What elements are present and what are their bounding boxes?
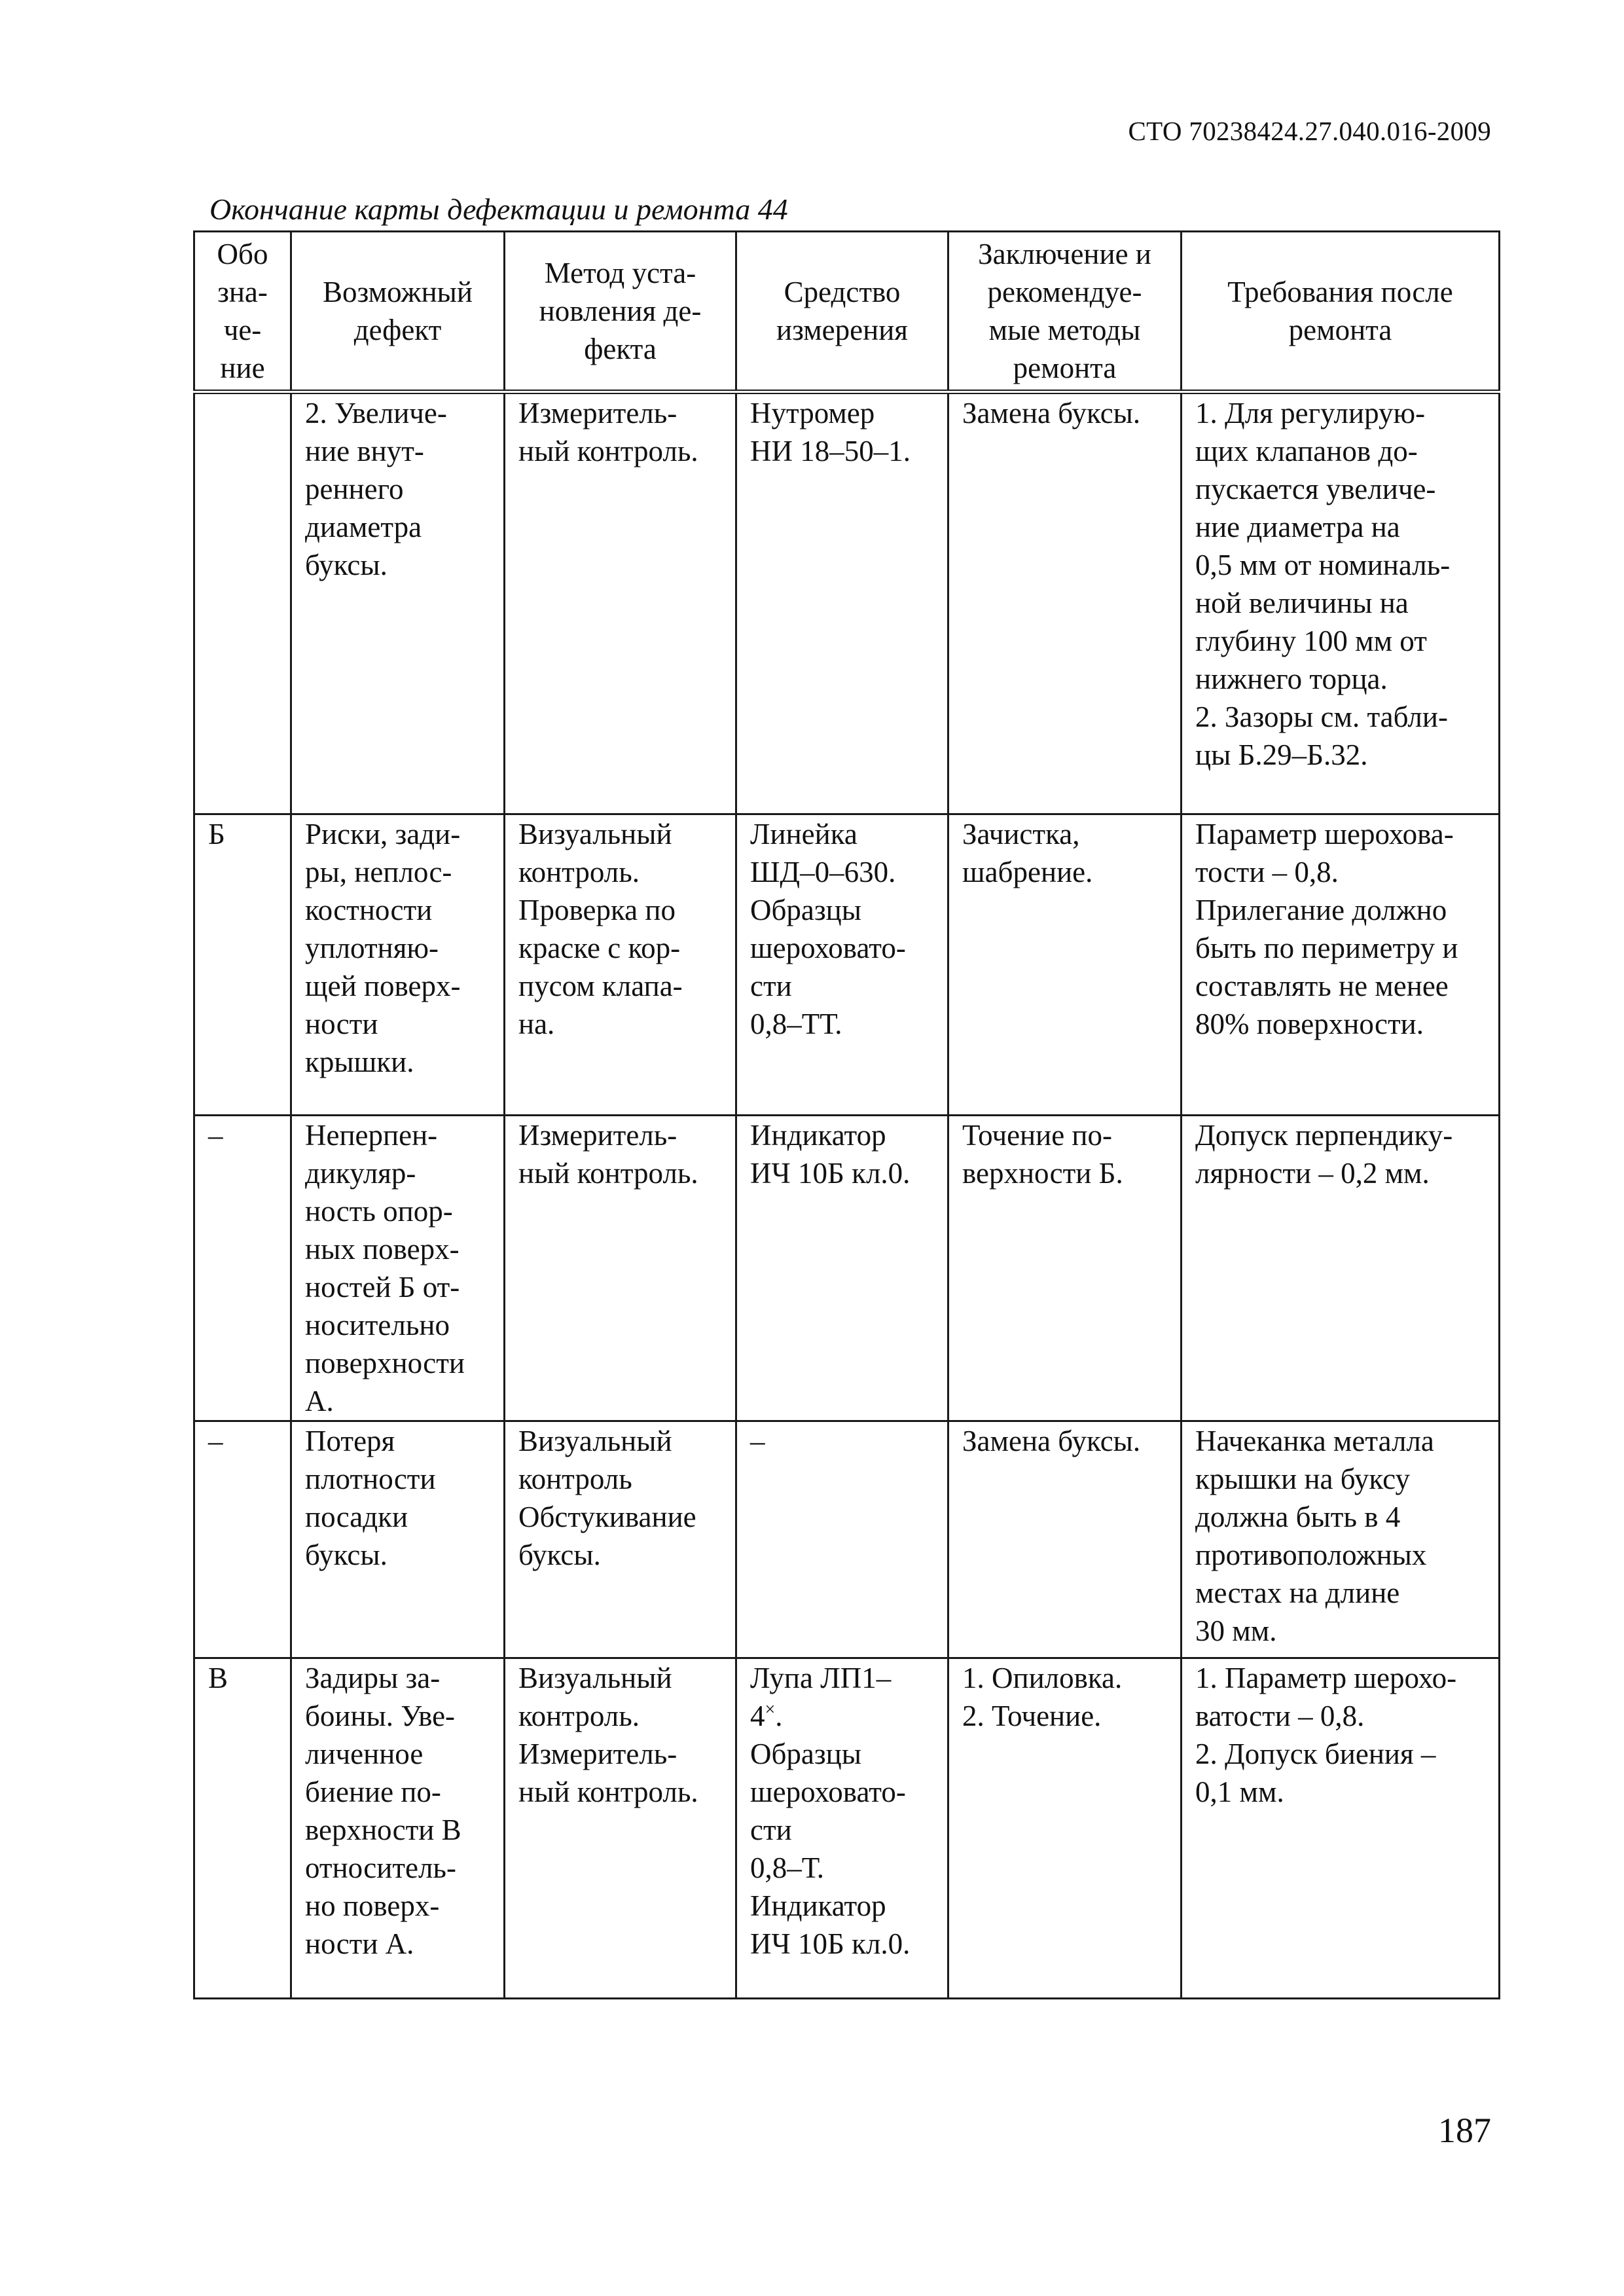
- cell-tool: Линейка ШД–0–630. Образцы шероховато- сти 0,8–ТТ.: [736, 814, 948, 1116]
- cell-repair: Замена буксы.: [948, 392, 1182, 814]
- col-header-designation: Обо зна- че- ние: [194, 232, 291, 392]
- cell-tool: –: [736, 1421, 948, 1658]
- tool-text-part1: Лупа ЛП1– 4: [750, 1662, 892, 1732]
- cell-defect: 2. Увеличе- ние внут- реннего диаметра буксы.: [291, 392, 505, 814]
- table-row: [194, 1658, 1500, 1999]
- cell-tool: Нутромер НИ 18–50–1.: [736, 392, 948, 814]
- cell-requirements: Параметр шерохова- тости – 0,8. Прилегание должно быть по периметру и составлять не менее 80% поверхности.: [1182, 814, 1500, 1116]
- cell-designation: В: [194, 1658, 291, 1999]
- cell-designation: –: [194, 1116, 291, 1421]
- magnification-sup: ×: [765, 1700, 776, 1720]
- cell-requirements: Начеканка металла крышки на буксу должна быть в 4 противоположных местах на длине 30 мм.: [1182, 1421, 1500, 1658]
- col-header-method: Метод уста- новления де- фекта: [505, 232, 736, 392]
- cell-requirements: 1. Для регулирую- щих клапанов до- пускается увеличе- ние диаметра на 0,5 мм от номиналь- ной величины на глубину 100 мм от нижнего торца. 2. Зазоры см. табли- цы Б.29–Б.32.: [1182, 392, 1500, 814]
- cell-repair: Зачистка, шабрение.: [948, 814, 1182, 1116]
- defect-repair-table: [193, 230, 1500, 1999]
- cell-method: Визуальный контроль. Измеритель- ный контроль.: [505, 1658, 736, 1999]
- cell-requirements: Допуск перпендику- лярности – 0,2 мм.: [1182, 1116, 1500, 1421]
- cell-defect: Потеря плотности посадки буксы.: [291, 1421, 505, 1658]
- table-header-row: [194, 232, 1500, 392]
- table-row: [194, 814, 1500, 1116]
- document-code: СТО 70238424.27.040.016-2009: [1128, 116, 1491, 146]
- cell-tool: [736, 1658, 948, 1999]
- col-header-repair: Заключение и рекомендуе- мые методы ремонта: [948, 232, 1182, 392]
- cell-requirements: 1. Параметр шерохо- ватости – 0,8. 2. Допуск биения – 0,1 мм.: [1182, 1658, 1500, 1999]
- cell-designation: [194, 392, 291, 814]
- cell-defect: Неперпен- дикуляр- ность опор- ных поверх- ностей Б от- носительно поверхности А.: [291, 1116, 505, 1421]
- cell-method: Визуальный контроль Обстукивание буксы.: [505, 1421, 736, 1658]
- table-row: [194, 1421, 1500, 1658]
- cell-repair: 1. Опиловка. 2. Точение.: [948, 1658, 1182, 1999]
- cell-defect: Задиры за- боины. Уве- личенное биение по- верхности В относитель- но поверх- ности А.: [291, 1658, 505, 1999]
- col-header-defect: Возможный дефект: [291, 232, 505, 392]
- cell-tool: Индикатор ИЧ 10Б кл.0.: [736, 1116, 948, 1421]
- table-caption: Окончание карты дефектации и ремонта 44: [209, 192, 788, 226]
- page-number: 187: [1438, 2111, 1491, 2150]
- col-header-tool: Средство измерения: [736, 232, 948, 392]
- table-row: [194, 1116, 1500, 1421]
- tool-text-part2: . Образцы шероховато- сти 0,8–Т. Индикатор ИЧ 10Б кл.0.: [750, 1700, 911, 1960]
- cell-method: Измеритель- ный контроль.: [505, 392, 736, 814]
- cell-method: Измеритель- ный контроль.: [505, 1116, 736, 1421]
- cell-designation: –: [194, 1421, 291, 1658]
- cell-designation: Б: [194, 814, 291, 1116]
- cell-method: Визуальный контроль. Проверка по краске с кор- пусом клапа- на.: [505, 814, 736, 1116]
- col-header-requirements: Требования после ремонта: [1182, 232, 1500, 392]
- cell-defect: Риски, зади- ры, неплос- костности уплотняю- щей поверх- ности крышки.: [291, 814, 505, 1116]
- cell-repair: Замена буксы.: [948, 1421, 1182, 1658]
- cell-repair: Точение по- верхности Б.: [948, 1116, 1182, 1421]
- table-row: [194, 392, 1500, 814]
